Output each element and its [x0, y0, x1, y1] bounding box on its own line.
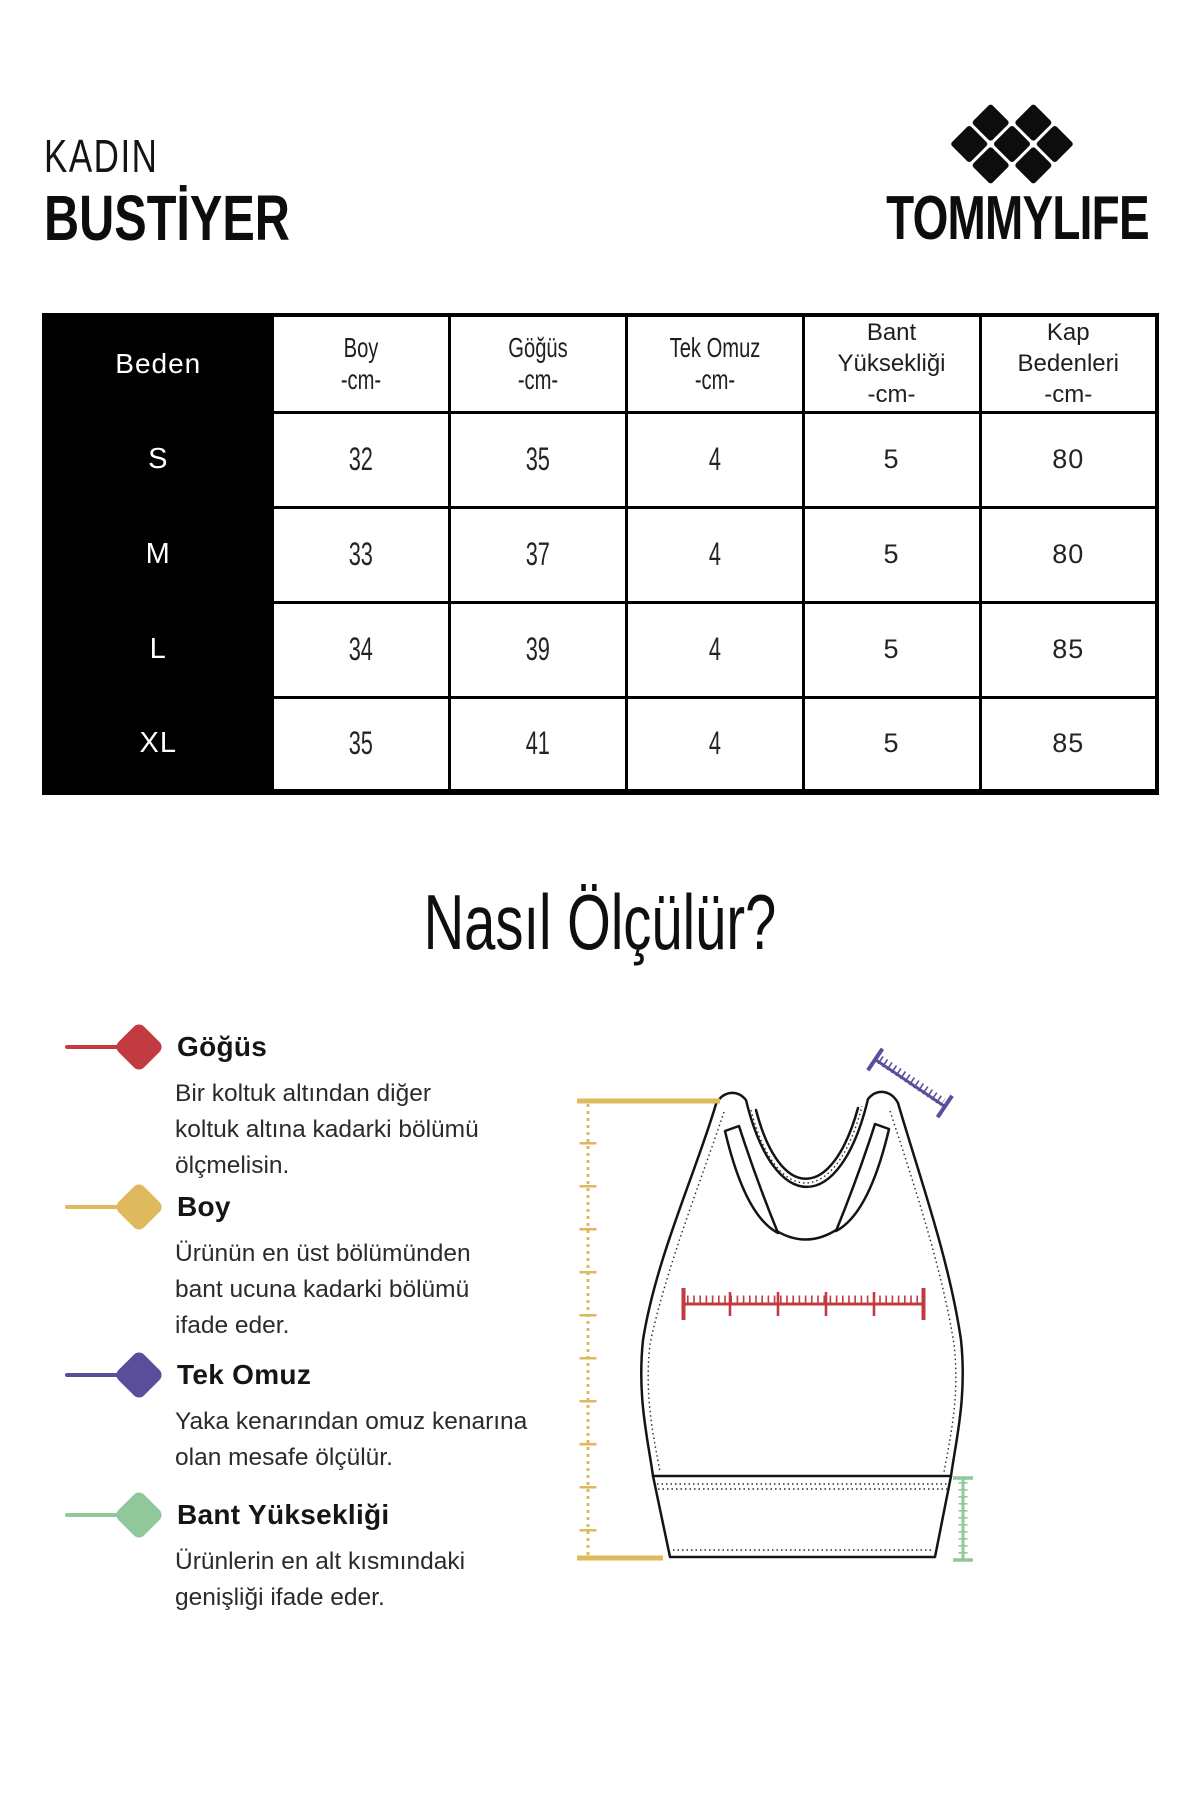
table-row-l — [44, 602, 1157, 697]
value-cell: 5 — [803, 507, 980, 602]
value-cell: 34 — [272, 602, 449, 697]
category-label: KADIN — [44, 130, 159, 182]
value-cell: 85 — [980, 697, 1157, 792]
value-cell: 4 — [626, 602, 803, 697]
bant-yuksekligi-measure-ruler — [953, 1478, 973, 1560]
header-cell-kap-bedenleri: Kap Bedenleri -cm- — [980, 315, 1157, 412]
product-title: BUSTİYER — [44, 182, 290, 254]
header-cell-tek-omuz: Tek Omuz -cm- — [626, 315, 803, 412]
size-cell: S — [44, 412, 272, 507]
legend-label: Boy — [177, 1191, 231, 1222]
value-cell: 33 — [272, 507, 449, 602]
value-cell: 80 — [980, 507, 1157, 602]
bustier-measurement-diagram — [520, 920, 1040, 1580]
value-cell: 80 — [980, 412, 1157, 507]
header-cell-beden: Beden — [44, 315, 272, 412]
table-row-s — [44, 412, 1157, 507]
legend-description: Yaka kenarından omuz kenarına olan mesafe ölçülür. — [175, 1408, 528, 1471]
header-cell-boy: Boy -cm- — [272, 315, 449, 412]
diamond-icon — [114, 1022, 165, 1073]
size-table-header-row — [44, 315, 1157, 412]
table-row-xl — [44, 697, 1157, 792]
legend-marker — [65, 1022, 545, 1072]
legend-marker — [65, 1350, 545, 1400]
header-cell-bant-yuksekligi: Bant Yüksekliği -cm- — [803, 315, 980, 412]
value-cell: 41 — [449, 697, 626, 792]
value-cell: 5 — [803, 697, 980, 792]
legend-marker — [65, 1182, 545, 1232]
legend-item-tek-omuz — [65, 1350, 545, 1476]
value-cell: 4 — [626, 697, 803, 792]
tommylife-logo-icon — [944, 99, 1080, 189]
size-cell: XL — [44, 697, 272, 792]
legend-label: Tek Omuz — [177, 1359, 312, 1390]
legend-label: Göğüs — [177, 1031, 268, 1062]
legend-item-gogus — [65, 1022, 545, 1184]
legend-label: Bant Yüksekliği — [177, 1499, 390, 1530]
diamond-icon — [114, 1490, 165, 1541]
value-cell: 39 — [449, 602, 626, 697]
header-cell-gogus: Göğüs -cm- — [449, 315, 626, 412]
diamond-icon — [114, 1182, 165, 1233]
legend-description: Bir koltuk altından diğer koltuk altına kadarki bölümü ölçmelisin. — [175, 1080, 479, 1179]
size-table — [42, 313, 1159, 795]
how-to-measure-title: Nasıl Ölçülür? — [423, 878, 777, 966]
legend-item-boy — [65, 1182, 545, 1344]
value-cell: 32 — [272, 412, 449, 507]
size-cell: L — [44, 602, 272, 697]
legend-item-bant-yuksekligi — [65, 1490, 545, 1616]
value-cell: 5 — [803, 602, 980, 697]
garment-outline — [641, 1092, 962, 1557]
legend-description: Ürünün en üst bölümünden bant ucuna kadarki bölümü ifade eder. — [175, 1240, 471, 1339]
value-cell: 4 — [626, 412, 803, 507]
value-cell: 5 — [803, 412, 980, 507]
legend-marker — [65, 1490, 545, 1540]
size-cell: M — [44, 507, 272, 602]
diamond-icon — [114, 1350, 165, 1401]
brand-name: TOMMYLIFE — [886, 184, 1149, 253]
value-cell: 37 — [449, 507, 626, 602]
value-cell: 35 — [449, 412, 626, 507]
value-cell: 35 — [272, 697, 449, 792]
value-cell: 4 — [626, 507, 803, 602]
value-cell: 85 — [980, 602, 1157, 697]
table-row-m — [44, 507, 1157, 602]
legend-description: Ürünlerin en alt kısmındaki genişliği ifade eder. — [175, 1548, 466, 1611]
